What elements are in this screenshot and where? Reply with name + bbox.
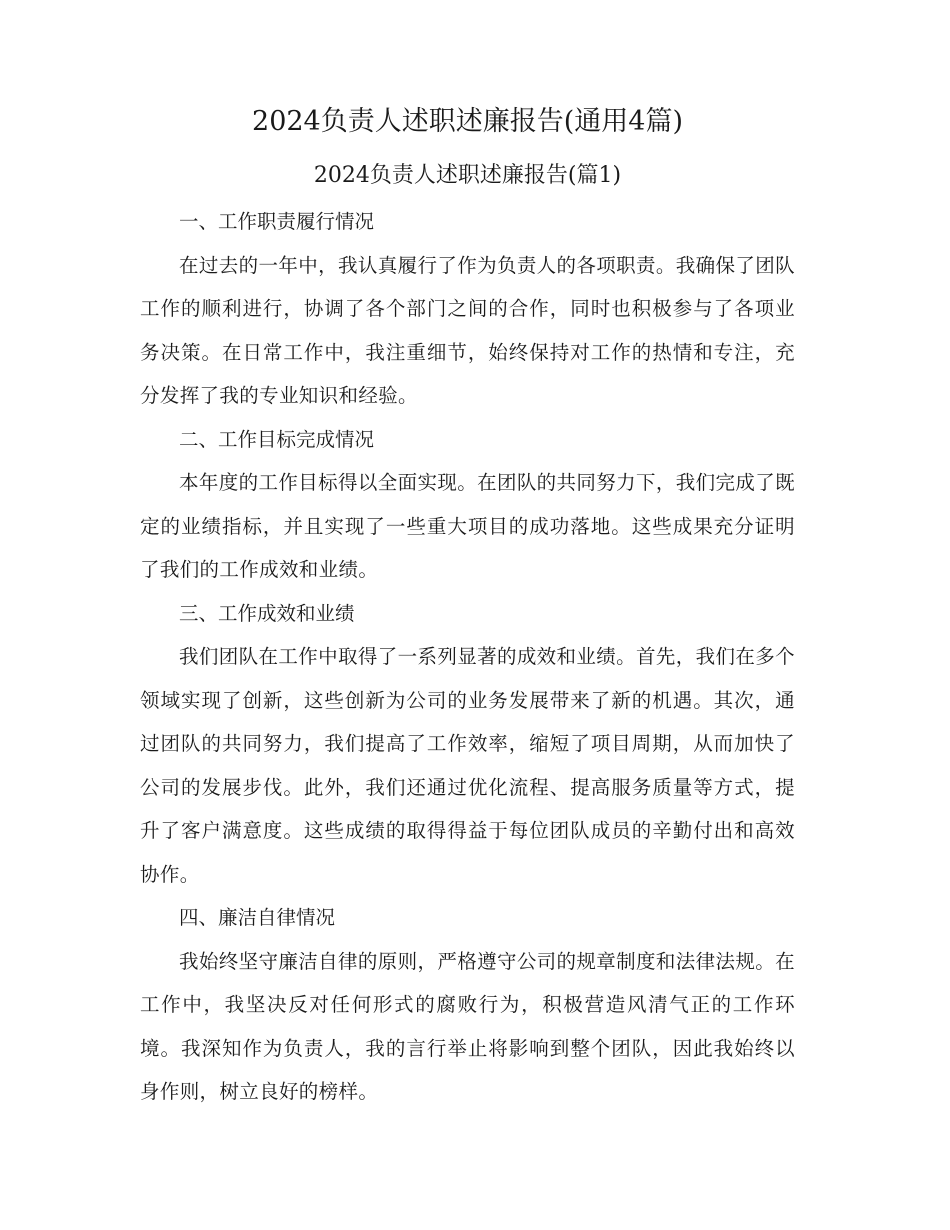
section-body: 在过去的一年中，我认真履行了作为负责人的各项职责。我确保了团队工作的顺利进行，协调了各个部门之间的合作，同时也积极参与了各项业务决策。在日常工作中，我注重细节，始终保持对工作的热情和专注，充分发挥了我的专业知识和经验。 xyxy=(140,253,795,407)
part-title: 2024负责人述职述廉报告(篇1) xyxy=(313,163,622,188)
section-results-achievements xyxy=(140,592,795,897)
section-heading: 三、工作成效和业绩 xyxy=(179,601,355,625)
section-heading: 四、廉洁自律情况 xyxy=(179,906,336,929)
section-heading: 二、工作目标完成情况 xyxy=(179,427,375,451)
section-body: 本年度的工作目标得以全面实现。在团队的共同努力下，我们完成了既定的业绩指标，并且实现了一些重大项目的成功落地。这些成果充分证明了我们的工作成效和业绩。 xyxy=(140,471,795,581)
section-body: 我始终坚守廉洁自律的原则，严格遵守公司的规章制度和法律法规。在工作中，我坚决反对任何形式的腐败行为，积极营造风清气正的工作环境。我深知作为负责人，我的言行举止将影响到整个团队，因此我始终以身作则，树立良好的榜样。 xyxy=(140,949,795,1103)
section-body: 我们团队在工作中取得了一系列显著的成效和业绩。首先，我们在多个领域实现了创新，这些创新为公司的业务发展带来了新的机遇。其次，通过团队的共同努力，我们提高了工作效率，缩短了项目周期，从而加快了公司的发展步伐。此外，我们还通过优化流程、提高服务质量等方式，提升了客户满意度。这些成绩的取得得益于每位团队成员的辛勤付出和高效协作。 xyxy=(140,645,795,886)
section-integrity-self-discipline xyxy=(140,896,795,1114)
section-goal-completion xyxy=(140,418,795,592)
section-heading: 一、工作职责履行情况 xyxy=(179,210,375,233)
document-page xyxy=(140,100,795,1114)
document-title: 2024负责人述职述廉报告(通用4篇) xyxy=(252,106,683,137)
section-duty-performance xyxy=(140,200,795,418)
